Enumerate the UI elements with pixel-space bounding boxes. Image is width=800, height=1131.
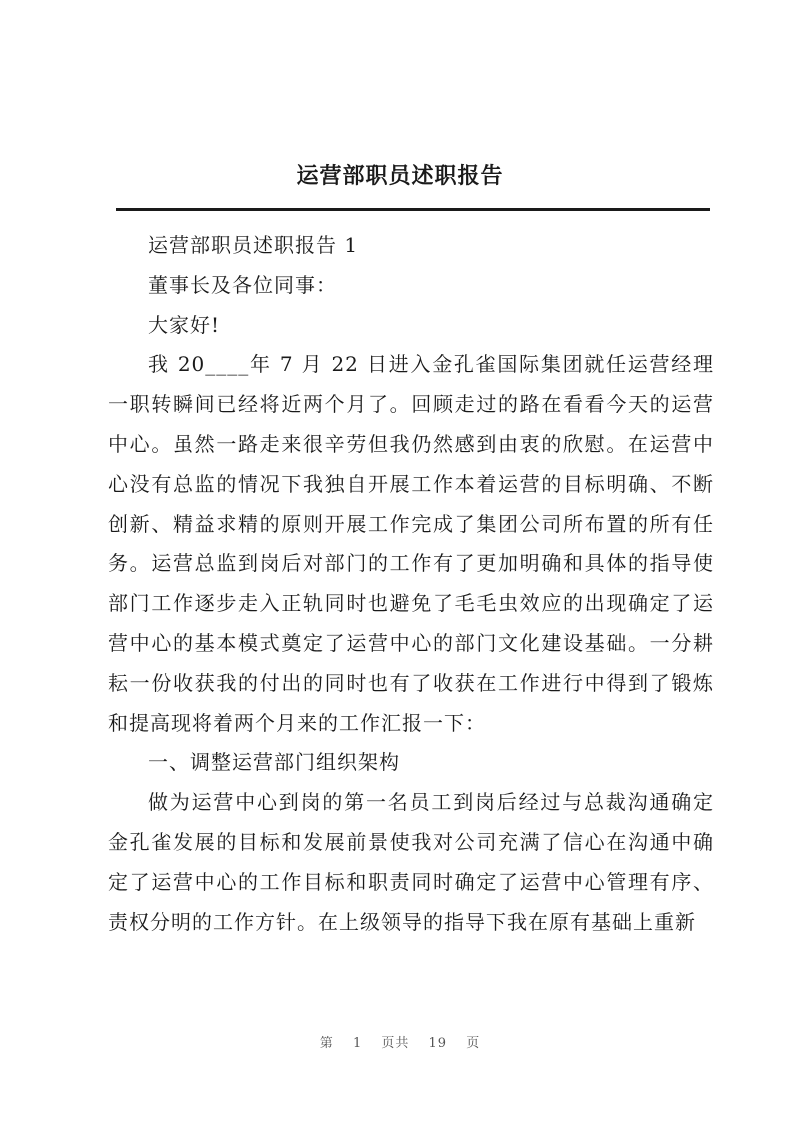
section-heading: 一、调整运营部门组织架构 <box>148 750 400 775</box>
title-divider <box>116 208 710 211</box>
paragraph-intro: 我 20____年 7 月 22 日进入金孔雀国际集团就任运营经理一职转瞬间已经将近两个月了。回顾走过的路在看看今天的运营中心。虽然一路走来很辛劳但我仍然感到由衷的欣慰。在运营中心没有总监的情况下我独自开展工作本着运营的目标明确、不断创新、精益求精的原则开展工作完成了集团公司所布置的所有任务。运营总监到岗后对部门的工作有了更加明确和具体的指导使部门工作逐步走入正轨同时也避免了毛毛虫效应的出现确定了运营中心的基本模式奠定了运营中心的部门文化建设基础。一分耕耘一份收获我的付出的同时也有了收获在工作进行中得到了锻炼和提高现将着两个月来的工作汇报一下： <box>108 352 714 735</box>
paragraph-section-1: 做为运营中心到岗的第一名员工到岗后经过与总裁沟通确定金孔雀发展的目标和发展前景使我对公司充满了信心在沟通中确定了运营中心的工作目标和职责同时确定了运营中心管理有序、责权分明的工作方针。在上级领导的指导下我在原有基础上重新 <box>108 790 714 934</box>
paragraph-heading: 运营部职员述职报告 1 <box>148 233 359 257</box>
footer-middle: 页共 <box>381 1036 410 1051</box>
document-body <box>108 226 714 942</box>
footer-prefix: 第 <box>319 1036 334 1051</box>
footer-page-number: 1 <box>352 1036 363 1051</box>
paragraph-greeting: 大家好! <box>148 312 221 337</box>
page-footer <box>0 1032 800 1051</box>
paragraph-salutation: 董事长及各位同事： <box>148 272 337 297</box>
footer-total-pages: 19 <box>428 1036 448 1051</box>
footer-suffix: 页 <box>466 1036 481 1051</box>
document-title: 运营部职员述职报告 <box>296 164 504 189</box>
